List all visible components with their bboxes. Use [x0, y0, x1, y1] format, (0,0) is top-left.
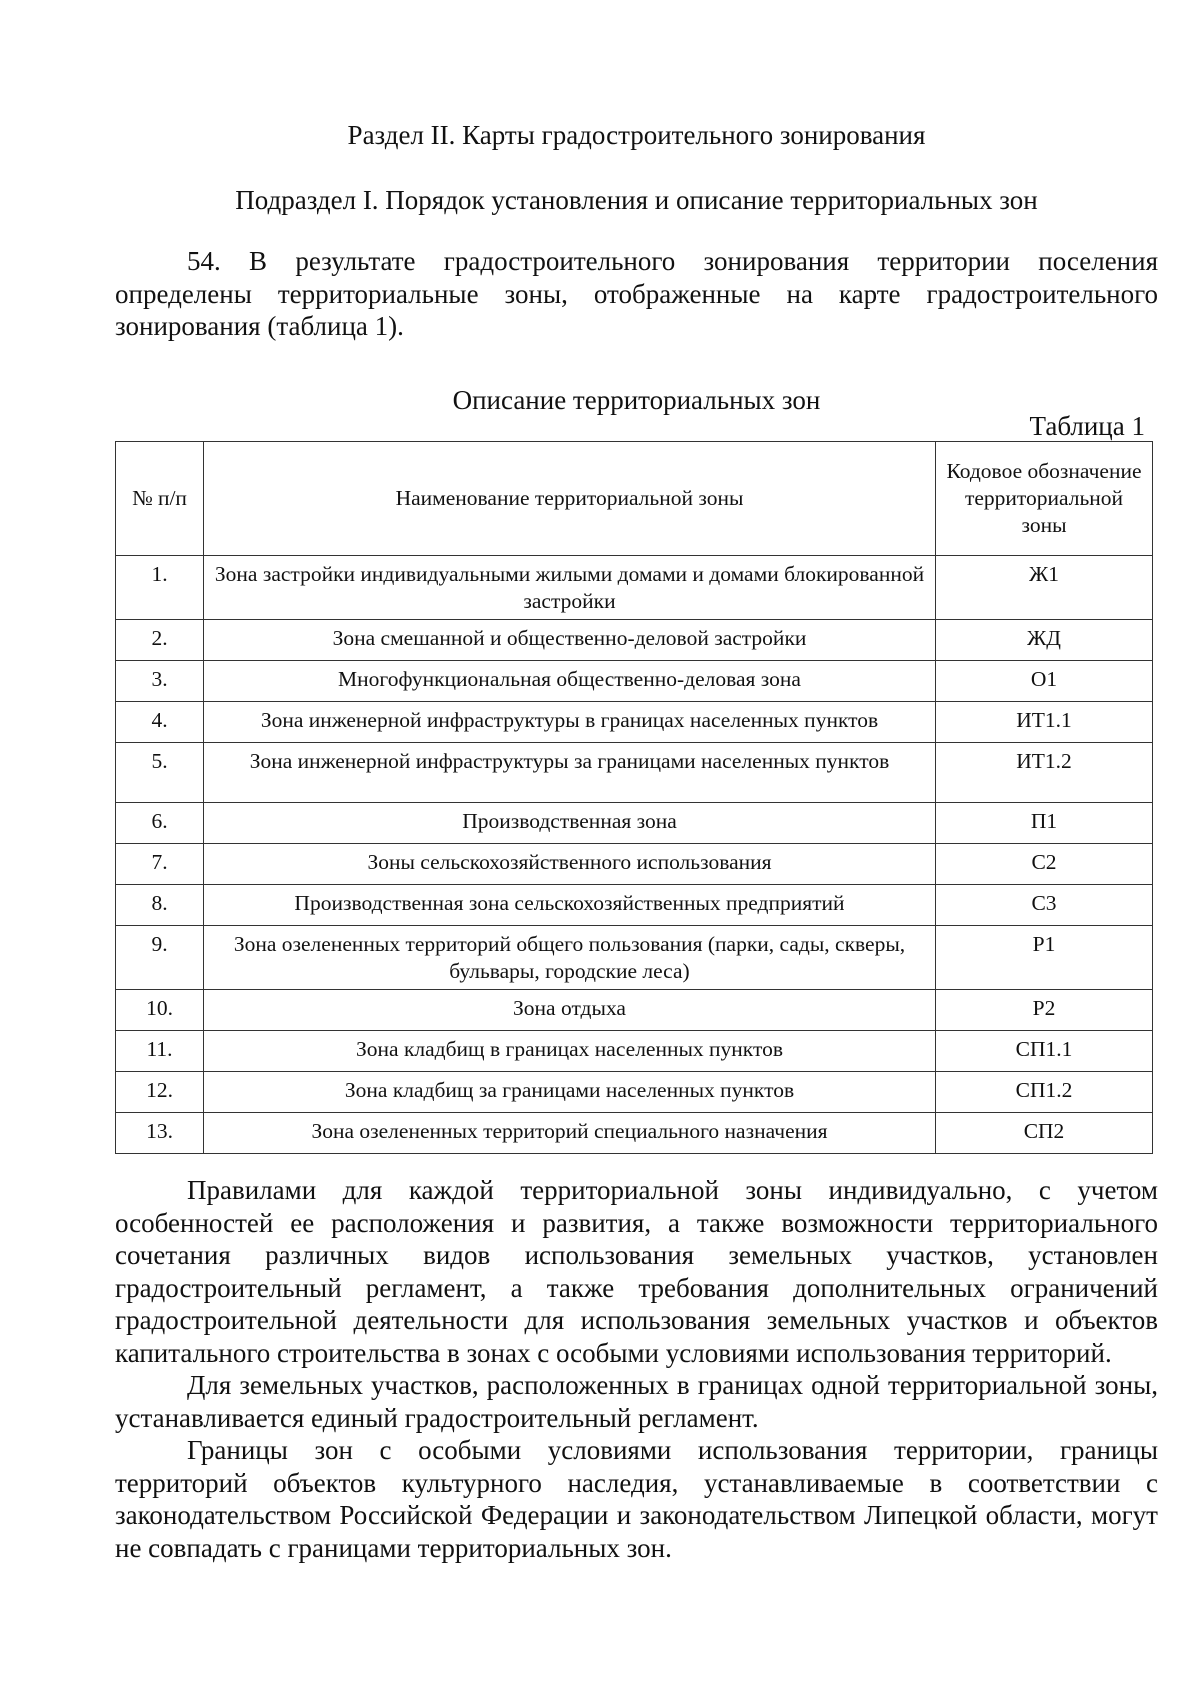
section-title: Раздел II. Карты градостроительного зонирования [347, 120, 926, 150]
row-number: 7. [116, 844, 204, 885]
table-row [116, 926, 1153, 990]
zone-name: Производственная зона сельскохозяйственных предприятий [204, 885, 936, 926]
zone-name: Зона инженерной инфраструктуры в границах населенных пунктов [204, 702, 936, 743]
row-number: 5. [116, 743, 204, 803]
zone-code: ИТ1.2 [936, 743, 1153, 803]
rules-paragraph: Правилами для каждой территориальной зоны индивидуально, с учетом особенностей ее расположения и развития, а также возможности территориального сочетания различных видов использования земельных участков, установлен градостроительный регламент, а также требования дополнительных ограничений градостроительной деятельности для использования земельных участков и объектов капитального строительства в зонах с особыми условиями использования территорий. [115, 1175, 1158, 1368]
table-header-row [116, 442, 1153, 556]
zone-name: Зона застройки индивидуальными жилыми домами и домами блокированной застройки [204, 556, 936, 620]
row-number: 12. [116, 1072, 204, 1113]
table-row [116, 620, 1153, 661]
zone-code: С2 [936, 844, 1153, 885]
table-row [116, 661, 1153, 702]
zone-name: Многофункциональная общественно-деловая зона [204, 661, 936, 702]
row-number: 8. [116, 885, 204, 926]
table-label: Таблица 1 [1029, 411, 1145, 441]
intro-paragraph: 54. В результате градостроительного зонирования территории поселения определены территориальные зоны, отображенные на карте градостроительного зонирования (таблица 1). [115, 246, 1158, 341]
zone-name: Зона смешанной и общественно-деловой застройки [204, 620, 936, 661]
row-number: 9. [116, 926, 204, 990]
row-number: 10. [116, 990, 204, 1031]
row-number: 1. [116, 556, 204, 620]
table-row [116, 1031, 1153, 1072]
zone-code: ЖД [936, 620, 1153, 661]
zone-code: О1 [936, 661, 1153, 702]
zones-table-body [116, 556, 1153, 1154]
row-number: 6. [116, 803, 204, 844]
zone-name: Зоны сельскохозяйственного использования [204, 844, 936, 885]
header-name: Наименование территориальной зоны [204, 442, 936, 556]
zone-name: Производственная зона [204, 803, 936, 844]
zone-code: Р2 [936, 990, 1153, 1031]
single-regulation-paragraph: Для земельных участков, расположенных в границах одной территориальной зоны, устанавливается единый градостроительный регламент. [115, 1370, 1158, 1433]
zone-name: Зона инженерной инфраструктуры за границами населенных пунктов [204, 743, 936, 803]
row-number: 13. [116, 1113, 204, 1154]
zone-code: СП2 [936, 1113, 1153, 1154]
table-row [116, 556, 1153, 620]
row-number: 3. [116, 661, 204, 702]
zone-name: Зона отдыха [204, 990, 936, 1031]
zone-code: С3 [936, 885, 1153, 926]
table-row [116, 990, 1153, 1031]
zone-name: Зона озелененных территорий общего пользования (парки, сады, скверы, бульвары, городские леса) [204, 926, 936, 990]
zone-code: ИТ1.1 [936, 702, 1153, 743]
table-row [116, 844, 1153, 885]
zone-code: СП1.1 [936, 1031, 1153, 1072]
zone-name: Зона кладбищ за границами населенных пунктов [204, 1072, 936, 1113]
row-number: 4. [116, 702, 204, 743]
table-row [116, 743, 1153, 803]
row-number: 11. [116, 1031, 204, 1072]
boundaries-paragraph: Границы зон с особыми условиями использования территории, границы территорий объектов культурного наследия, устанавливаемые в соответствии с законодательством Российской Федерации и законодательством Липецкой области, могут не совпадать с границами территориальных зон. [115, 1435, 1158, 1563]
table-caption: Описание территориальных зон [452, 385, 821, 415]
zone-code: П1 [936, 803, 1153, 844]
row-number: 2. [116, 620, 204, 661]
table-row [116, 1072, 1153, 1113]
header-number: № п/п [116, 442, 204, 556]
table-row [116, 885, 1153, 926]
table-row [116, 702, 1153, 743]
table-row [116, 1113, 1153, 1154]
zone-name: Зона кладбищ в границах населенных пунктов [204, 1031, 936, 1072]
zone-code: Р1 [936, 926, 1153, 990]
table-row [116, 803, 1153, 844]
zone-code: Ж1 [936, 556, 1153, 620]
zone-code: СП1.2 [936, 1072, 1153, 1113]
subsection-title: Подраздел I. Порядок установления и описание территориальных зон [235, 185, 1038, 215]
zones-table [115, 441, 1153, 1154]
zone-name: Зона озелененных территорий специального назначения [204, 1113, 936, 1154]
header-code: Кодовое обозначение территориальной зоны [936, 442, 1153, 556]
